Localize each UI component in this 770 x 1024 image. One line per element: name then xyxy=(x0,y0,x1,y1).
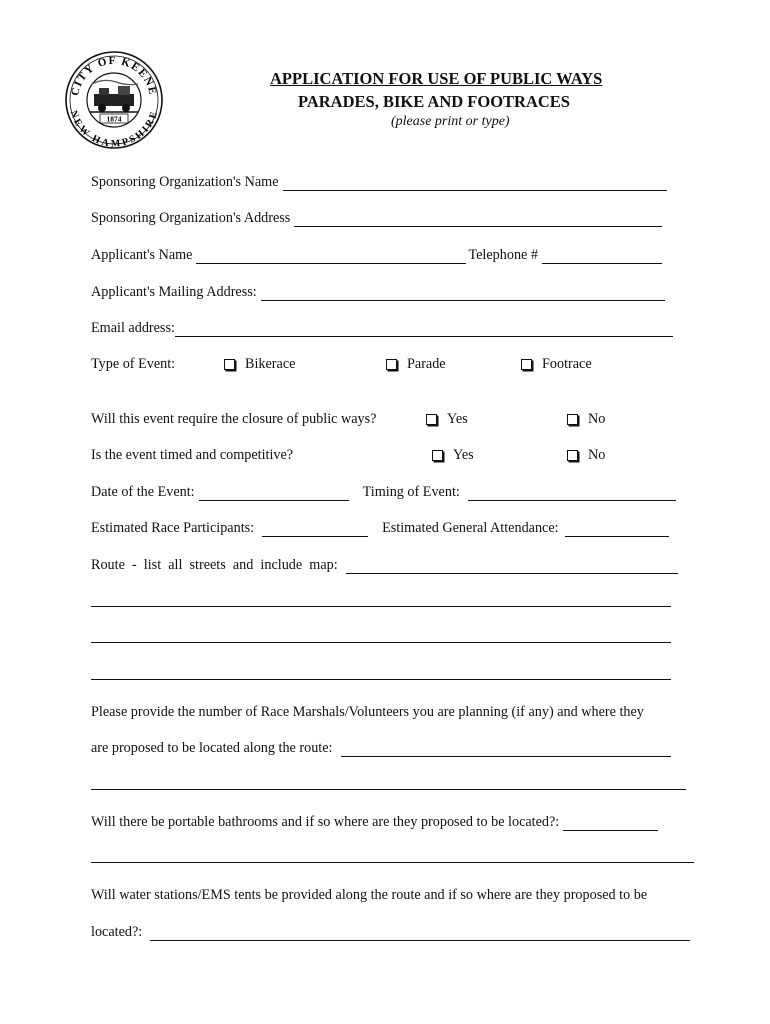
general-attendance-field[interactable] xyxy=(565,522,669,537)
route-line-4[interactable] xyxy=(91,679,671,680)
print-instruction: (please print or type) xyxy=(391,114,510,129)
participants-row xyxy=(91,517,669,537)
general-attendance-label: Estimated General Attendance: xyxy=(382,520,559,536)
org-address-field[interactable] xyxy=(294,212,662,227)
org-name-label: Sponsoring Organization's Name xyxy=(91,174,279,190)
timed-no-checkbox[interactable] xyxy=(567,450,578,461)
seal-emblem-icon xyxy=(90,80,138,112)
telephone-label: Telephone # xyxy=(468,247,538,263)
closure-yes-checkbox[interactable] xyxy=(426,414,437,425)
timed-no-label: No xyxy=(588,447,606,463)
seal-bottom-text: NEW HAMPSHIRE xyxy=(67,109,161,150)
route-line-3[interactable] xyxy=(91,642,671,643)
svg-text:CITY OF KEENE xyxy=(69,55,159,97)
mailing-address-field[interactable] xyxy=(261,286,665,301)
bathrooms-row xyxy=(91,811,658,831)
water-question-line1: Will water stations/EMS tents be provided along the route and if so where are they proposed to be xyxy=(91,887,648,903)
water-row-2 xyxy=(91,921,690,941)
race-participants-label: Estimated Race Participants: xyxy=(91,520,255,536)
footrace-checkbox[interactable] xyxy=(521,359,532,370)
timed-yes-checkbox[interactable] xyxy=(432,450,443,461)
water-field[interactable] xyxy=(150,926,690,941)
event-date-field[interactable] xyxy=(199,486,349,501)
seal-top-text: CITY OF KEENE xyxy=(69,54,159,97)
marshals-line-2[interactable] xyxy=(91,789,686,790)
footrace-label: Footrace xyxy=(542,356,592,372)
timed-question: Is the event timed and competitive? xyxy=(91,447,294,463)
seal-year: 1874 xyxy=(106,114,122,124)
city-of-keene-seal xyxy=(64,50,164,150)
org-address-row xyxy=(91,207,662,227)
org-name-row xyxy=(91,171,667,191)
parade-label: Parade xyxy=(407,356,446,372)
form-subtitle-events: PARADES, BIKE AND FOOTRACES xyxy=(298,92,570,111)
applicant-name-label: Applicant's Name xyxy=(91,247,193,263)
parade-option[interactable] xyxy=(386,353,446,373)
water-question-line2: located?: xyxy=(91,924,143,940)
route-line-2[interactable] xyxy=(91,606,671,607)
footrace-option[interactable] xyxy=(521,353,592,373)
marshals-question-line2: are proposed to be located along the route: xyxy=(91,740,333,756)
bikerace-option[interactable] xyxy=(224,353,295,373)
bathrooms-line-2[interactable] xyxy=(91,862,694,863)
applicant-name-row xyxy=(91,244,662,264)
route-row xyxy=(91,554,678,574)
closure-no-checkbox[interactable] xyxy=(567,414,578,425)
org-address-label: Sponsoring Organization's Address xyxy=(91,210,291,226)
water-row-1 xyxy=(91,884,647,904)
mailing-address-row xyxy=(91,281,665,301)
parade-checkbox[interactable] xyxy=(386,359,397,370)
marshals-field[interactable] xyxy=(341,742,671,757)
race-participants-field[interactable] xyxy=(262,522,368,537)
marshals-row-1 xyxy=(91,701,644,721)
org-name-field[interactable] xyxy=(283,176,667,191)
closure-no-option[interactable] xyxy=(567,408,605,428)
closure-no-label: No xyxy=(588,411,606,427)
event-timing-field[interactable] xyxy=(468,486,676,501)
closure-row xyxy=(91,408,376,428)
marshals-row-2 xyxy=(91,737,671,757)
timed-yes-label: Yes xyxy=(453,447,474,463)
closure-yes-option[interactable] xyxy=(426,408,468,428)
mailing-address-label: Applicant's Mailing Address: xyxy=(91,284,257,300)
event-type-label: Type of Event: xyxy=(91,356,176,372)
bathrooms-field[interactable] xyxy=(563,816,658,831)
closure-question: Will this event require the closure of public ways? xyxy=(91,411,377,427)
email-label: Email address: xyxy=(91,320,175,336)
email-field[interactable] xyxy=(175,322,673,337)
event-type-row xyxy=(91,353,175,373)
email-row xyxy=(91,317,673,337)
route-label: Route - list all streets and include map: xyxy=(91,557,338,573)
timed-yes-option[interactable] xyxy=(432,444,474,464)
marshals-question-line1: Please provide the number of Race Marshals/Volunteers you are planning (if any) and where they xyxy=(91,704,644,720)
date-timing-row xyxy=(91,481,676,501)
bathrooms-question: Will there be portable bathrooms and if so where are they proposed to be located?: xyxy=(91,814,560,830)
timed-row xyxy=(91,444,293,464)
applicant-name-field[interactable] xyxy=(196,249,466,264)
telephone-field[interactable] xyxy=(542,249,662,264)
event-date-label: Date of the Event: xyxy=(91,484,195,500)
bikerace-label: Bikerace xyxy=(245,356,296,372)
closure-yes-label: Yes xyxy=(447,411,468,427)
route-field[interactable] xyxy=(346,559,678,574)
timed-no-option[interactable] xyxy=(567,444,605,464)
bikerace-checkbox[interactable] xyxy=(224,359,235,370)
event-timing-label: Timing of Event: xyxy=(362,484,460,500)
form-title: APPLICATION FOR USE OF PUBLIC WAYS xyxy=(270,69,603,88)
